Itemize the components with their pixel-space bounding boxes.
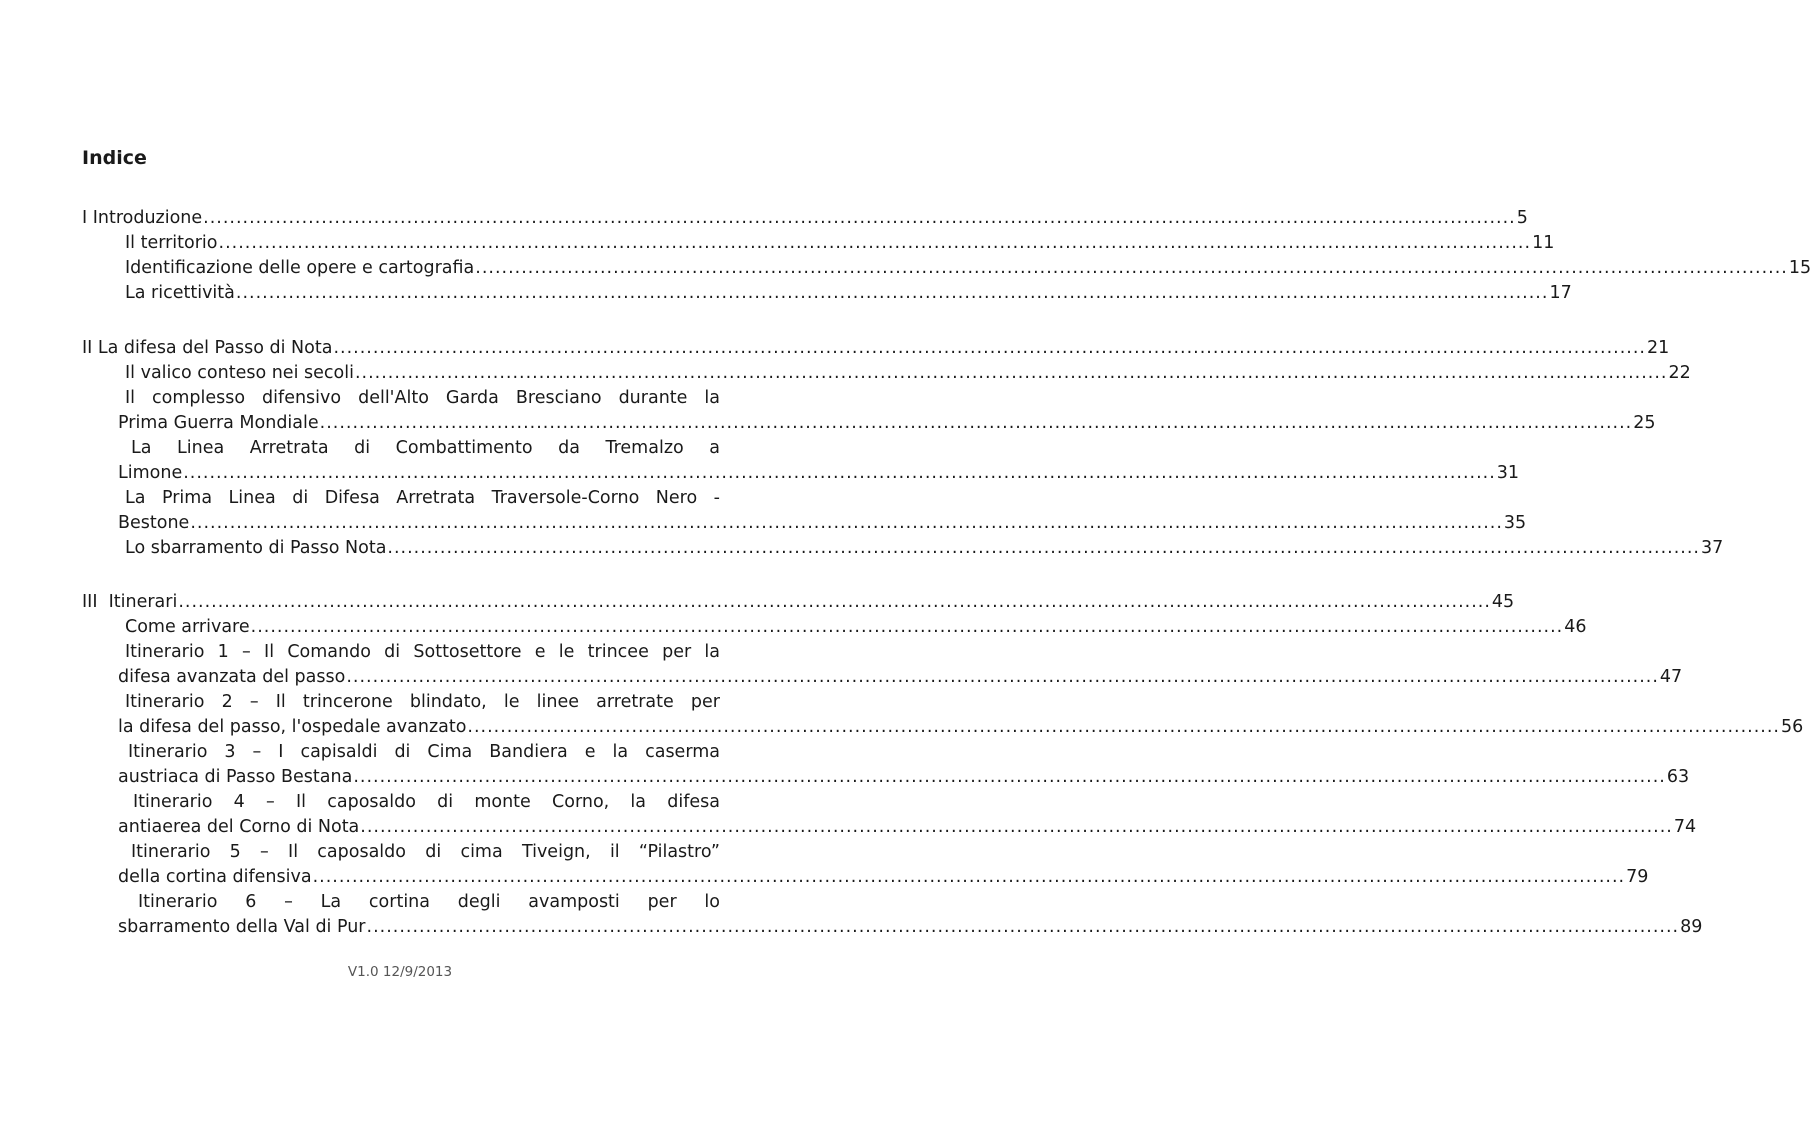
toc-section-2[interactable] bbox=[82, 336, 1670, 361]
dot-leader: ........................................................................................................................................................................................................ bbox=[333, 338, 1646, 358]
toc-entry[interactable] bbox=[125, 361, 1691, 386]
toc-entry-first-line[interactable]: Itinerario 6 – La cortina degli avamposti per lo bbox=[138, 892, 720, 912]
toc-page-number: 63 bbox=[1666, 767, 1690, 787]
toc-entry-title: Bestone bbox=[118, 513, 190, 533]
toc-page-number: 47 bbox=[1659, 667, 1683, 687]
toc-section-3[interactable] bbox=[82, 590, 1515, 615]
toc-page-number: 21 bbox=[1647, 338, 1670, 358]
table-of-contents bbox=[82, 206, 1811, 940]
toc-entry-first-line[interactable]: Itinerario 2 – Il trincerone blindato, le linee arretrate per bbox=[125, 692, 720, 712]
toc-entry[interactable] bbox=[118, 511, 1527, 536]
section-spacer bbox=[82, 561, 720, 590]
dot-leader: ........................................................................................................................................................................................................ bbox=[183, 463, 1496, 483]
toc-page-number: 17 bbox=[1549, 283, 1572, 303]
toc-entry[interactable] bbox=[118, 915, 1703, 940]
toc-section-title: I Introduzione bbox=[82, 208, 203, 228]
toc-entry-title: La ricettività bbox=[125, 283, 235, 303]
toc-entry[interactable] bbox=[118, 815, 1697, 840]
toc-page-number: 79 bbox=[1626, 867, 1649, 887]
toc-entry[interactable] bbox=[118, 411, 1656, 436]
toc-section-1[interactable] bbox=[82, 206, 1528, 231]
toc-entry-first-line[interactable]: Itinerario 3 – I capisaldi di Cima Bandiera e la caserma bbox=[128, 742, 720, 762]
toc-entry-title: Il valico conteso nei secoli bbox=[125, 363, 354, 383]
toc-entry-title: Lo sbarramento di Passo Nota bbox=[125, 538, 387, 558]
dot-leader: ........................................................................................................................................................................................................ bbox=[178, 592, 1491, 612]
toc-entry-title: sbarramento della Val di Pur bbox=[118, 917, 366, 937]
section-spacer bbox=[82, 306, 720, 336]
toc-page-number: 56 bbox=[1780, 717, 1804, 737]
toc-entry[interactable] bbox=[125, 615, 1587, 640]
toc-entry-first-line[interactable]: Itinerario 5 – Il caposaldo di cima Tiveign, il “Pilastro” bbox=[131, 842, 720, 862]
toc-section-title: II La difesa del Passo di Nota bbox=[82, 338, 333, 358]
toc-entry[interactable] bbox=[118, 461, 1520, 486]
toc-page-number: 89 bbox=[1680, 917, 1703, 937]
version-label: V1.0 12/9/2013 bbox=[347, 964, 453, 980]
toc-page-number: 5 bbox=[1516, 208, 1528, 228]
toc-entry-first-line[interactable]: Itinerario 4 – Il caposaldo di monte Corno, la difesa bbox=[133, 792, 720, 812]
dot-leader: ........................................................................................................................................................................................................ bbox=[250, 617, 1564, 637]
toc-entry-title: Il territorio bbox=[125, 233, 218, 253]
toc-entry[interactable] bbox=[125, 256, 1811, 281]
toc-entry-first-line[interactable]: La Linea Arretrata di Combattimento da Tremalzo a bbox=[131, 438, 720, 458]
toc-entry[interactable] bbox=[118, 765, 1690, 790]
dot-leader: ........................................................................................................................................................................................................ bbox=[319, 413, 1633, 433]
dot-leader: ........................................................................................................................................................................................................ bbox=[354, 363, 1668, 383]
toc-page-number: 31 bbox=[1496, 463, 1520, 483]
dot-leader: ........................................................................................................................................................................................................ bbox=[190, 513, 1503, 533]
toc-entry-title: Limone bbox=[118, 463, 183, 483]
page-title: Indice bbox=[82, 147, 147, 169]
toc-entry-title: Come arrivare bbox=[125, 617, 250, 637]
toc-entry-title: Prima Guerra Mondiale bbox=[118, 413, 319, 433]
dot-leader: ........................................................................................................................................................................................................ bbox=[353, 767, 1666, 787]
toc-entry-title: antiaerea del Corno di Nota bbox=[118, 817, 360, 837]
toc-entry-title: difesa avanzata del passo bbox=[118, 667, 346, 687]
toc-page-number: 15 bbox=[1788, 258, 1811, 278]
toc-page-number: 11 bbox=[1532, 233, 1555, 253]
toc-entry[interactable] bbox=[125, 231, 1555, 256]
toc-page-number: 25 bbox=[1633, 413, 1656, 433]
toc-section-title: III Itinerari bbox=[82, 592, 178, 612]
toc-page-number: 45 bbox=[1491, 592, 1515, 612]
toc-entry-first-line[interactable]: Il complesso difensivo dell'Alto Garda Bresciano durante la bbox=[125, 388, 720, 408]
toc-page-number: 37 bbox=[1700, 538, 1724, 558]
dot-leader: ........................................................................................................................................................................................................ bbox=[360, 817, 1673, 837]
toc-page-number: 74 bbox=[1673, 817, 1697, 837]
toc-entry-first-line[interactable]: Itinerario 1 – Il Comando di Sottosettore e le trincee per la bbox=[125, 642, 720, 662]
toc-entry[interactable] bbox=[125, 536, 1724, 561]
dot-leader: ........................................................................................................................................................................................................ bbox=[467, 717, 1780, 737]
toc-page-number: 46 bbox=[1564, 617, 1587, 637]
dot-leader: ........................................................................................................................................................................................................ bbox=[346, 667, 1659, 687]
toc-entry-title: austriaca di Passo Bestana bbox=[118, 767, 353, 787]
toc-entry[interactable] bbox=[118, 665, 1683, 690]
dot-leader: ........................................................................................................................................................................................................ bbox=[387, 538, 1700, 558]
dot-leader: ........................................................................................................................................................................................................ bbox=[366, 917, 1680, 937]
toc-entry-title: della cortina difensiva bbox=[118, 867, 312, 887]
dot-leader: ........................................................................................................................................................................................................ bbox=[218, 233, 1532, 253]
dot-leader: ........................................................................................................................................................................................................ bbox=[235, 283, 1549, 303]
toc-entry-title: Identificazione delle opere e cartografia bbox=[125, 258, 475, 278]
toc-page-number: 22 bbox=[1668, 363, 1691, 383]
dot-leader: ........................................................................................................................................................................................................ bbox=[312, 867, 1626, 887]
toc-page-number: 35 bbox=[1503, 513, 1527, 533]
dot-leader: ........................................................................................................................................................................................................ bbox=[203, 208, 1516, 228]
toc-entry-title: la difesa del passo, l'ospedale avanzato bbox=[118, 717, 467, 737]
toc-entry[interactable] bbox=[118, 715, 1804, 740]
dot-leader: ........................................................................................................................................................................................................ bbox=[475, 258, 1788, 278]
toc-entry[interactable] bbox=[125, 281, 1572, 306]
toc-entry[interactable] bbox=[118, 865, 1649, 890]
toc-entry-first-line[interactable]: La Prima Linea di Difesa Arretrata Traversole-Corno Nero - bbox=[125, 488, 720, 508]
